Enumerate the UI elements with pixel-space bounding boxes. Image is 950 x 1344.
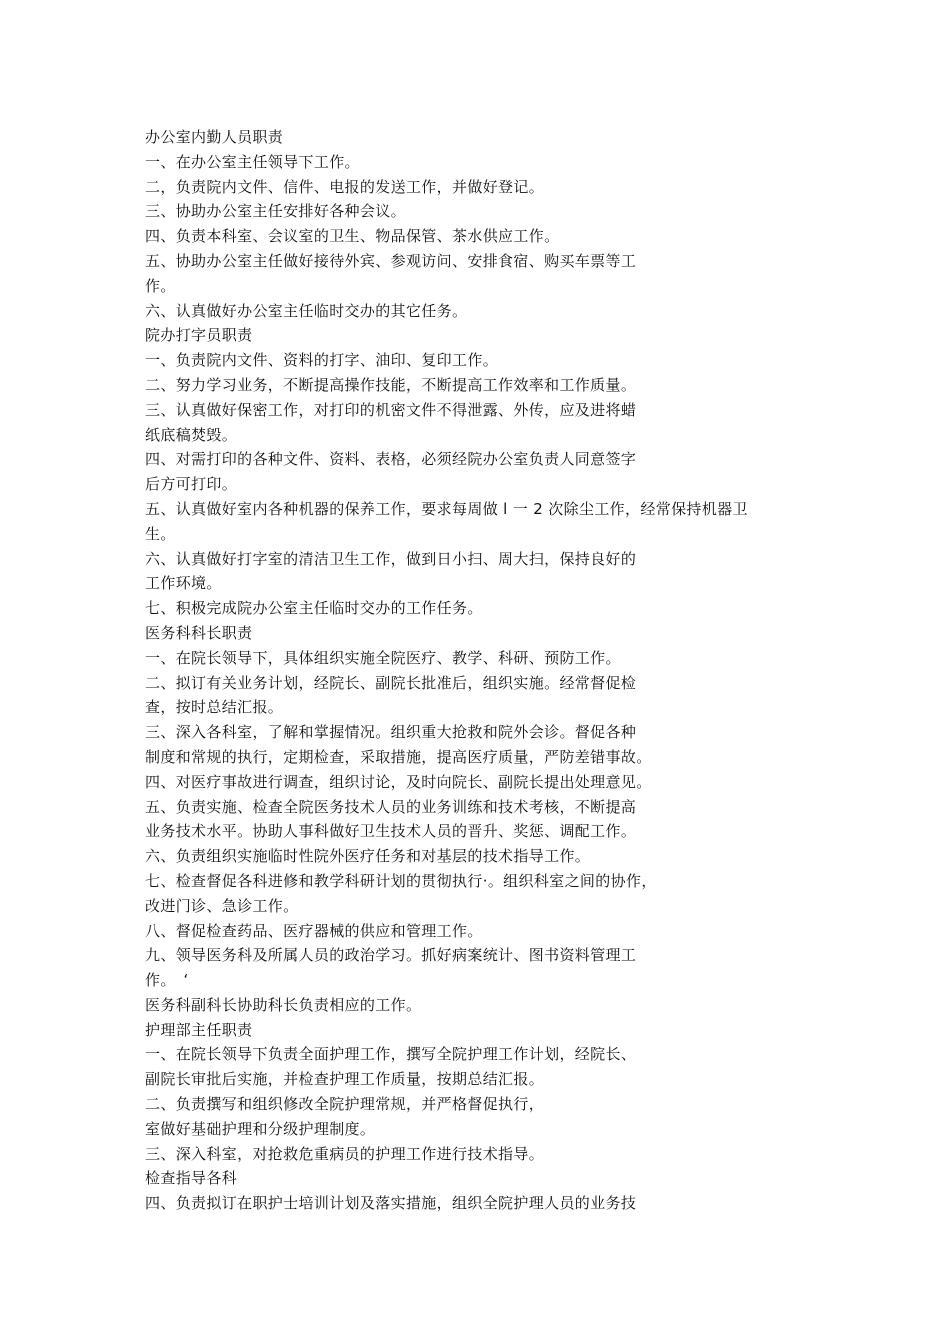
- text-line: 纸底稿焚毁。: [145, 425, 238, 444]
- text-line: 四、对需打印的各种文件、资料、表格，必须经院办公室负责人同意签字: [145, 450, 637, 469]
- text-line: 六、认真做好办公室主任临时交办的其它任务。: [145, 301, 468, 320]
- text-line: 作。: [145, 276, 176, 295]
- text-line: 副院长审批后实施，并检查护理工作质量，按期总结汇报。: [145, 1070, 545, 1089]
- text-line: 一、在院长领导下，具体组织实施全院医疗、教学、科研、预防工作。: [145, 648, 621, 667]
- text-line: 二，负责院内文件、信件、电报的发送工作，并做好登记。: [145, 177, 545, 196]
- text-line: 查，按时总结汇报。: [145, 698, 284, 717]
- document-body: [145, 125, 825, 1216]
- text-line: 五、认真做好室内各种机器的保养工作，要求每周做 l 一 2 次除尘工作，经常保持机器卫: [145, 499, 748, 518]
- section-heading-office-clerk: 办公室内勤人员职责: [145, 128, 284, 146]
- text-line: 工作环境。: [145, 574, 222, 593]
- text-line: 一、在院长领导下负责全面护理工作，撰写全院护理工作计划，经院长、: [145, 1045, 637, 1064]
- text-line: 室做好基础护理和分级护理制度。: [145, 1119, 376, 1138]
- text-line: 后方可打印。: [145, 475, 238, 494]
- text-line: 三、协助办公室主任安排好各种会议。: [145, 202, 406, 221]
- text-line: 三、深入各科室，了解和掌握情况。组织重大抢救和院外会诊。督促各种: [145, 723, 637, 742]
- text-line: 业务技术水平。协助人事科做好卫生技术人员的晋升、奖惩、调配工作。: [145, 822, 637, 841]
- text-line: 医务科副科长协助科长负责相应的工作。: [145, 995, 422, 1014]
- text-line: 二、努力学习业务，不断提高操作技能，不断提高工作效率和工作质量。: [145, 375, 637, 394]
- text-line: 三、认真做好保密工作，对打印的机密文件不得泄露、外传，应及进将蜡: [145, 400, 637, 419]
- text-line: 改进门诊、急诊工作。: [145, 896, 299, 915]
- text-line: 八、督促检查药品、医疗器械的供应和管理工作。: [145, 921, 483, 940]
- text-line: 二、拟订有关业务计划，经院长、副院长批准后，组织实施。经常督促检: [145, 673, 637, 692]
- text-line: 五、负责实施、检查全院医务技术人员的业务训练和技术考核，不断提高: [145, 797, 637, 816]
- text-line: 三、深入科室，对抢救危重病员的护理工作进行技术指导。: [145, 1144, 545, 1163]
- text-line: 四、负责拟订在职护士培训计划及落实措施，组织全院护理人员的业务技: [145, 1194, 637, 1213]
- text-line: 六、负责组织实施临时性院外医疗任务和对基层的技术指导工作。: [145, 847, 591, 866]
- text-line: 四、负责本科室、会议室的卫生、物品保管、茶水供应工作。: [145, 227, 560, 246]
- text-line: 一、负责院内文件、资料的打字、油印、复印工作。: [145, 351, 499, 370]
- text-line: 四、对医疗事故进行调查，组织讨论，及时向院长、副院长提出处理意见。: [145, 772, 652, 791]
- text-line: 二、负责撰写和组织修改全院护理常规，并严格督促执行，: [145, 1095, 545, 1114]
- text-line: 七、积极完成院办公室主任临时交办的工作任务。: [145, 599, 483, 618]
- text-line: 检查指导各科: [145, 1169, 238, 1188]
- text-line: 五、协助办公室主任做好接待外宾、参观访问、安排食宿、购买车票等工: [145, 251, 637, 270]
- section-heading-medical-affairs-chief: 医务科科长职责: [145, 623, 253, 642]
- text-line: 生。: [145, 524, 176, 543]
- section-heading-typist: 院办打字员职责: [145, 326, 253, 345]
- text-line: 一、在办公室主任领导下工作。: [145, 152, 360, 171]
- text-line: 作。 ‘: [145, 971, 189, 990]
- text-line: 六、认真做好打字室的清洁卫生工作，做到日小扫、周大扫，保持良好的: [145, 549, 637, 568]
- text-line: 制度和常规的执行，定期检查，采取措施，提高医疗质量，严防差错事故。: [145, 747, 652, 766]
- text-line: 九、领导医务科及所属人员的政治学习。抓好病案统计、图书资料管理工: [145, 946, 637, 965]
- text-line: 七、检查督促各科进修和教学科研计划的贯彻执行·。组织科室之间的协作，: [145, 871, 657, 890]
- section-heading-nursing-director: 护理部主任职责: [145, 1020, 253, 1039]
